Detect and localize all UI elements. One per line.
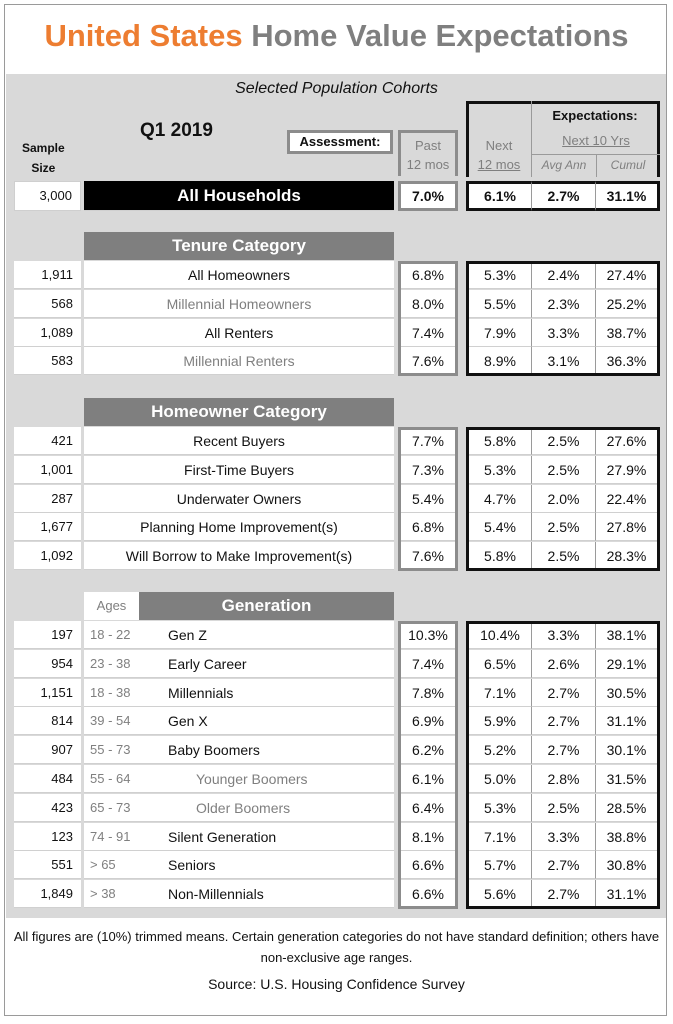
next-10-years-header: Next 10 Yrs bbox=[562, 133, 630, 148]
next-12-cell: 8.9% bbox=[466, 347, 532, 375]
ages-cell: 39 - 54 bbox=[84, 707, 162, 735]
avg-ann-cell: 3.1% bbox=[532, 347, 596, 375]
cumul-cell: 29.1% bbox=[596, 650, 660, 678]
past-12-cell: 7.4% bbox=[398, 319, 458, 347]
cumul-cell: 31.1% bbox=[596, 707, 660, 735]
cohort-label: Gen Z bbox=[162, 621, 394, 649]
next-12-cell: 4.7% bbox=[466, 485, 532, 513]
avg-ann-cell: 2.0% bbox=[532, 485, 596, 513]
ages-cell: 55 - 73 bbox=[84, 736, 162, 764]
table-row bbox=[0, 290, 673, 318]
next-12-cell: 5.2% bbox=[466, 736, 532, 764]
next-12-cell: 7.1% bbox=[466, 823, 532, 851]
sample-size-cell: 1,677 bbox=[14, 513, 81, 541]
sample-size-cell: 568 bbox=[14, 290, 81, 318]
next-12-cell: 5.0% bbox=[466, 765, 532, 793]
next-12-cell: 5.3% bbox=[466, 794, 532, 822]
table-row bbox=[0, 851, 673, 879]
cohort-label: Younger Boomers bbox=[162, 765, 394, 793]
table-row bbox=[0, 621, 673, 649]
cumul-cell: 38.7% bbox=[596, 319, 660, 347]
cohort-label: Planning Home Improvement(s) bbox=[84, 513, 394, 541]
past-12-header bbox=[398, 130, 458, 176]
avg-ann-cell: 2.7% bbox=[532, 181, 596, 211]
table-row bbox=[0, 794, 673, 822]
cohort-label: Silent Generation bbox=[162, 823, 394, 851]
cohort-label: All Renters bbox=[84, 319, 394, 347]
table-row bbox=[0, 707, 673, 735]
cumul-cell: 38.8% bbox=[596, 823, 660, 851]
cohort-label: Baby Boomers bbox=[162, 736, 394, 764]
next-12-cell: 10.4% bbox=[466, 621, 532, 649]
avg-ann-cell: 2.5% bbox=[532, 456, 596, 484]
avg-ann-cell: 3.3% bbox=[532, 621, 596, 649]
tenure-section-header: Tenure Category bbox=[84, 232, 394, 260]
cohort-label: All Households bbox=[84, 181, 394, 211]
next-12-cell: 5.4% bbox=[466, 513, 532, 541]
table-row bbox=[0, 736, 673, 764]
next-header-line2: 12 mos bbox=[477, 157, 521, 172]
sample-size-cell: 197 bbox=[14, 621, 81, 649]
cumul-header: Cumul bbox=[610, 158, 646, 172]
next-12-cell: 5.5% bbox=[466, 290, 532, 318]
next-12-cell: 5.6% bbox=[466, 880, 532, 908]
title-main: Home Value Expectations bbox=[251, 18, 629, 53]
sample-size-cell: 551 bbox=[14, 851, 81, 879]
past-12-cell: 8.1% bbox=[398, 823, 458, 851]
cumul-cell: 31.1% bbox=[596, 181, 660, 211]
divider bbox=[532, 154, 660, 155]
past-12-cell: 5.4% bbox=[398, 485, 458, 513]
next-12-cell: 7.1% bbox=[466, 679, 532, 707]
past-12-cell: 6.4% bbox=[398, 794, 458, 822]
sample-size-cell: 907 bbox=[14, 736, 81, 764]
title-country: United States bbox=[44, 18, 243, 53]
cumul-cell: 31.1% bbox=[596, 880, 660, 908]
table-row bbox=[0, 485, 673, 513]
avg-ann-cell: 2.5% bbox=[532, 513, 596, 541]
avg-ann-cell: 2.5% bbox=[532, 794, 596, 822]
next-12-cell: 7.9% bbox=[466, 319, 532, 347]
past-12-cell: 7.6% bbox=[398, 347, 458, 375]
avg-ann-cell: 2.5% bbox=[532, 427, 596, 455]
next-12-cell: 5.3% bbox=[466, 261, 532, 289]
next-12-header bbox=[466, 136, 532, 174]
assessment-label: Assessment: bbox=[287, 130, 393, 154]
cohort-label: Underwater Owners bbox=[84, 485, 394, 513]
sample-size-cell: 1,911 bbox=[14, 261, 81, 289]
source-note: Source: U.S. Housing Confidence Survey bbox=[208, 976, 465, 992]
page-title bbox=[0, 18, 673, 54]
cohort-label: All Homeowners bbox=[84, 261, 394, 289]
sample-size-cell: 3,000 bbox=[14, 181, 81, 211]
past-12-cell: 7.3% bbox=[398, 456, 458, 484]
avg-ann-cell: 2.5% bbox=[532, 542, 596, 570]
cumul-cell: 25.2% bbox=[596, 290, 660, 318]
cohort-label: Early Career bbox=[162, 650, 394, 678]
cohort-label: Seniors bbox=[162, 851, 394, 879]
cumul-cell: 27.8% bbox=[596, 513, 660, 541]
ages-cell: 18 - 22 bbox=[84, 621, 162, 649]
expectations-header: Expectations: bbox=[552, 108, 638, 123]
past-12-cell: 6.8% bbox=[398, 513, 458, 541]
table-row bbox=[0, 880, 673, 908]
table-row bbox=[0, 319, 673, 347]
ages-cell: 65 - 73 bbox=[84, 794, 162, 822]
next-12-cell: 6.1% bbox=[466, 181, 532, 211]
sample-header-line1: Sample bbox=[22, 141, 65, 155]
homeowner-section-header: Homeowner Category bbox=[84, 398, 394, 426]
table-row bbox=[0, 650, 673, 678]
ages-cell: 18 - 38 bbox=[84, 679, 162, 707]
past-12-cell: 7.0% bbox=[398, 181, 458, 211]
cumul-cell: 28.5% bbox=[596, 794, 660, 822]
avg-ann-cell: 2.6% bbox=[532, 650, 596, 678]
table-row bbox=[0, 456, 673, 484]
next-12-cell: 5.9% bbox=[466, 707, 532, 735]
avg-ann-cell: 2.8% bbox=[532, 765, 596, 793]
footnote: All figures are (10%) trimmed means. Certain generation categories do not have standard definition; others have non-exclusive age ranges. bbox=[13, 929, 660, 965]
avg-ann-cell: 2.7% bbox=[532, 707, 596, 735]
past-12-cell: 6.2% bbox=[398, 736, 458, 764]
next-header-line1: Next bbox=[485, 138, 513, 153]
past-12-cell: 10.3% bbox=[398, 621, 458, 649]
subtitle: Selected Population Cohorts bbox=[235, 80, 438, 97]
past-header-line1: Past bbox=[414, 138, 441, 153]
past-12-cell: 6.1% bbox=[398, 765, 458, 793]
avg-ann-cell: 3.3% bbox=[532, 823, 596, 851]
cumul-cell: 38.1% bbox=[596, 621, 660, 649]
past-12-cell: 7.8% bbox=[398, 679, 458, 707]
table-row bbox=[0, 542, 673, 570]
cumul-cell: 27.4% bbox=[596, 261, 660, 289]
cohort-label: Non-Millennials bbox=[162, 880, 394, 908]
ages-cell: > 65 bbox=[84, 851, 162, 879]
past-12-cell: 8.0% bbox=[398, 290, 458, 318]
ages-cell: 23 - 38 bbox=[84, 650, 162, 678]
cumul-cell: 31.5% bbox=[596, 765, 660, 793]
cumul-cell: 30.5% bbox=[596, 679, 660, 707]
cumul-cell: 30.1% bbox=[596, 736, 660, 764]
past-12-cell: 6.6% bbox=[398, 880, 458, 908]
sample-header-line2: Size bbox=[31, 161, 56, 175]
table-row bbox=[0, 513, 673, 541]
cohort-label: Recent Buyers bbox=[84, 427, 394, 455]
cumul-cell: 30.8% bbox=[596, 851, 660, 879]
cumul-cell: 27.9% bbox=[596, 456, 660, 484]
sample-size-cell: 1,092 bbox=[14, 542, 81, 570]
past-12-cell: 7.4% bbox=[398, 650, 458, 678]
cohort-label: Older Boomers bbox=[162, 794, 394, 822]
ages-header: Ages bbox=[84, 592, 139, 620]
next-12-cell: 5.8% bbox=[466, 427, 532, 455]
generation-section-header: Generation bbox=[139, 592, 394, 620]
cumul-cell: 22.4% bbox=[596, 485, 660, 513]
ages-cell: 74 - 91 bbox=[84, 823, 162, 851]
cumul-cell: 28.3% bbox=[596, 542, 660, 570]
table-row bbox=[0, 427, 673, 455]
sample-size-cell: 1,001 bbox=[14, 456, 81, 484]
cohort-label: Millennial Renters bbox=[84, 347, 394, 375]
cumul-cell: 27.6% bbox=[596, 427, 660, 455]
sample-size-cell: 123 bbox=[14, 823, 81, 851]
next-12-cell: 5.7% bbox=[466, 851, 532, 879]
past-12-cell: 6.6% bbox=[398, 851, 458, 879]
avg-ann-cell: 2.7% bbox=[532, 880, 596, 908]
sample-size-cell: 287 bbox=[14, 485, 81, 513]
next-12-cell: 6.5% bbox=[466, 650, 532, 678]
avg-ann-cell: 2.3% bbox=[532, 290, 596, 318]
avg-ann-cell: 2.4% bbox=[532, 261, 596, 289]
table-row bbox=[0, 823, 673, 851]
cohort-label: Millennial Homeowners bbox=[84, 290, 394, 318]
sample-size-cell: 1,849 bbox=[14, 880, 81, 908]
cohort-label: First-Time Buyers bbox=[84, 456, 394, 484]
table-row bbox=[0, 679, 673, 707]
past-12-cell: 7.7% bbox=[398, 427, 458, 455]
sample-size-cell: 954 bbox=[14, 650, 81, 678]
ages-cell: > 38 bbox=[84, 880, 162, 908]
sample-size-cell: 583 bbox=[14, 347, 81, 375]
sample-size-cell: 814 bbox=[14, 707, 81, 735]
table-row bbox=[0, 765, 673, 793]
table-row bbox=[0, 261, 673, 289]
cumul-cell: 36.3% bbox=[596, 347, 660, 375]
past-12-cell: 6.8% bbox=[398, 261, 458, 289]
sample-size-cell: 421 bbox=[14, 427, 81, 455]
next-12-cell: 5.3% bbox=[466, 456, 532, 484]
ages-cell: 55 - 64 bbox=[84, 765, 162, 793]
avg-ann-header: Avg Ann bbox=[541, 158, 587, 172]
sample-size-header bbox=[22, 138, 65, 178]
sample-size-cell: 423 bbox=[14, 794, 81, 822]
avg-ann-cell: 2.7% bbox=[532, 679, 596, 707]
sample-size-cell: 484 bbox=[14, 765, 81, 793]
sample-size-cell: 1,151 bbox=[14, 679, 81, 707]
past-12-cell: 7.6% bbox=[398, 542, 458, 570]
avg-ann-cell: 3.3% bbox=[532, 319, 596, 347]
all-households-row bbox=[0, 181, 673, 211]
avg-ann-cell: 2.7% bbox=[532, 851, 596, 879]
cohort-label: Gen X bbox=[162, 707, 394, 735]
cohort-label: Millennials bbox=[162, 679, 394, 707]
past-header-line2: 12 mos bbox=[406, 157, 450, 172]
next-12-cell: 5.8% bbox=[466, 542, 532, 570]
table-row bbox=[0, 347, 673, 375]
avg-ann-cell: 2.7% bbox=[532, 736, 596, 764]
cohort-label: Will Borrow to Make Improvement(s) bbox=[84, 542, 394, 570]
sample-size-cell: 1,089 bbox=[14, 319, 81, 347]
past-12-cell: 6.9% bbox=[398, 707, 458, 735]
quarter-label: Q1 2019 bbox=[140, 120, 213, 141]
